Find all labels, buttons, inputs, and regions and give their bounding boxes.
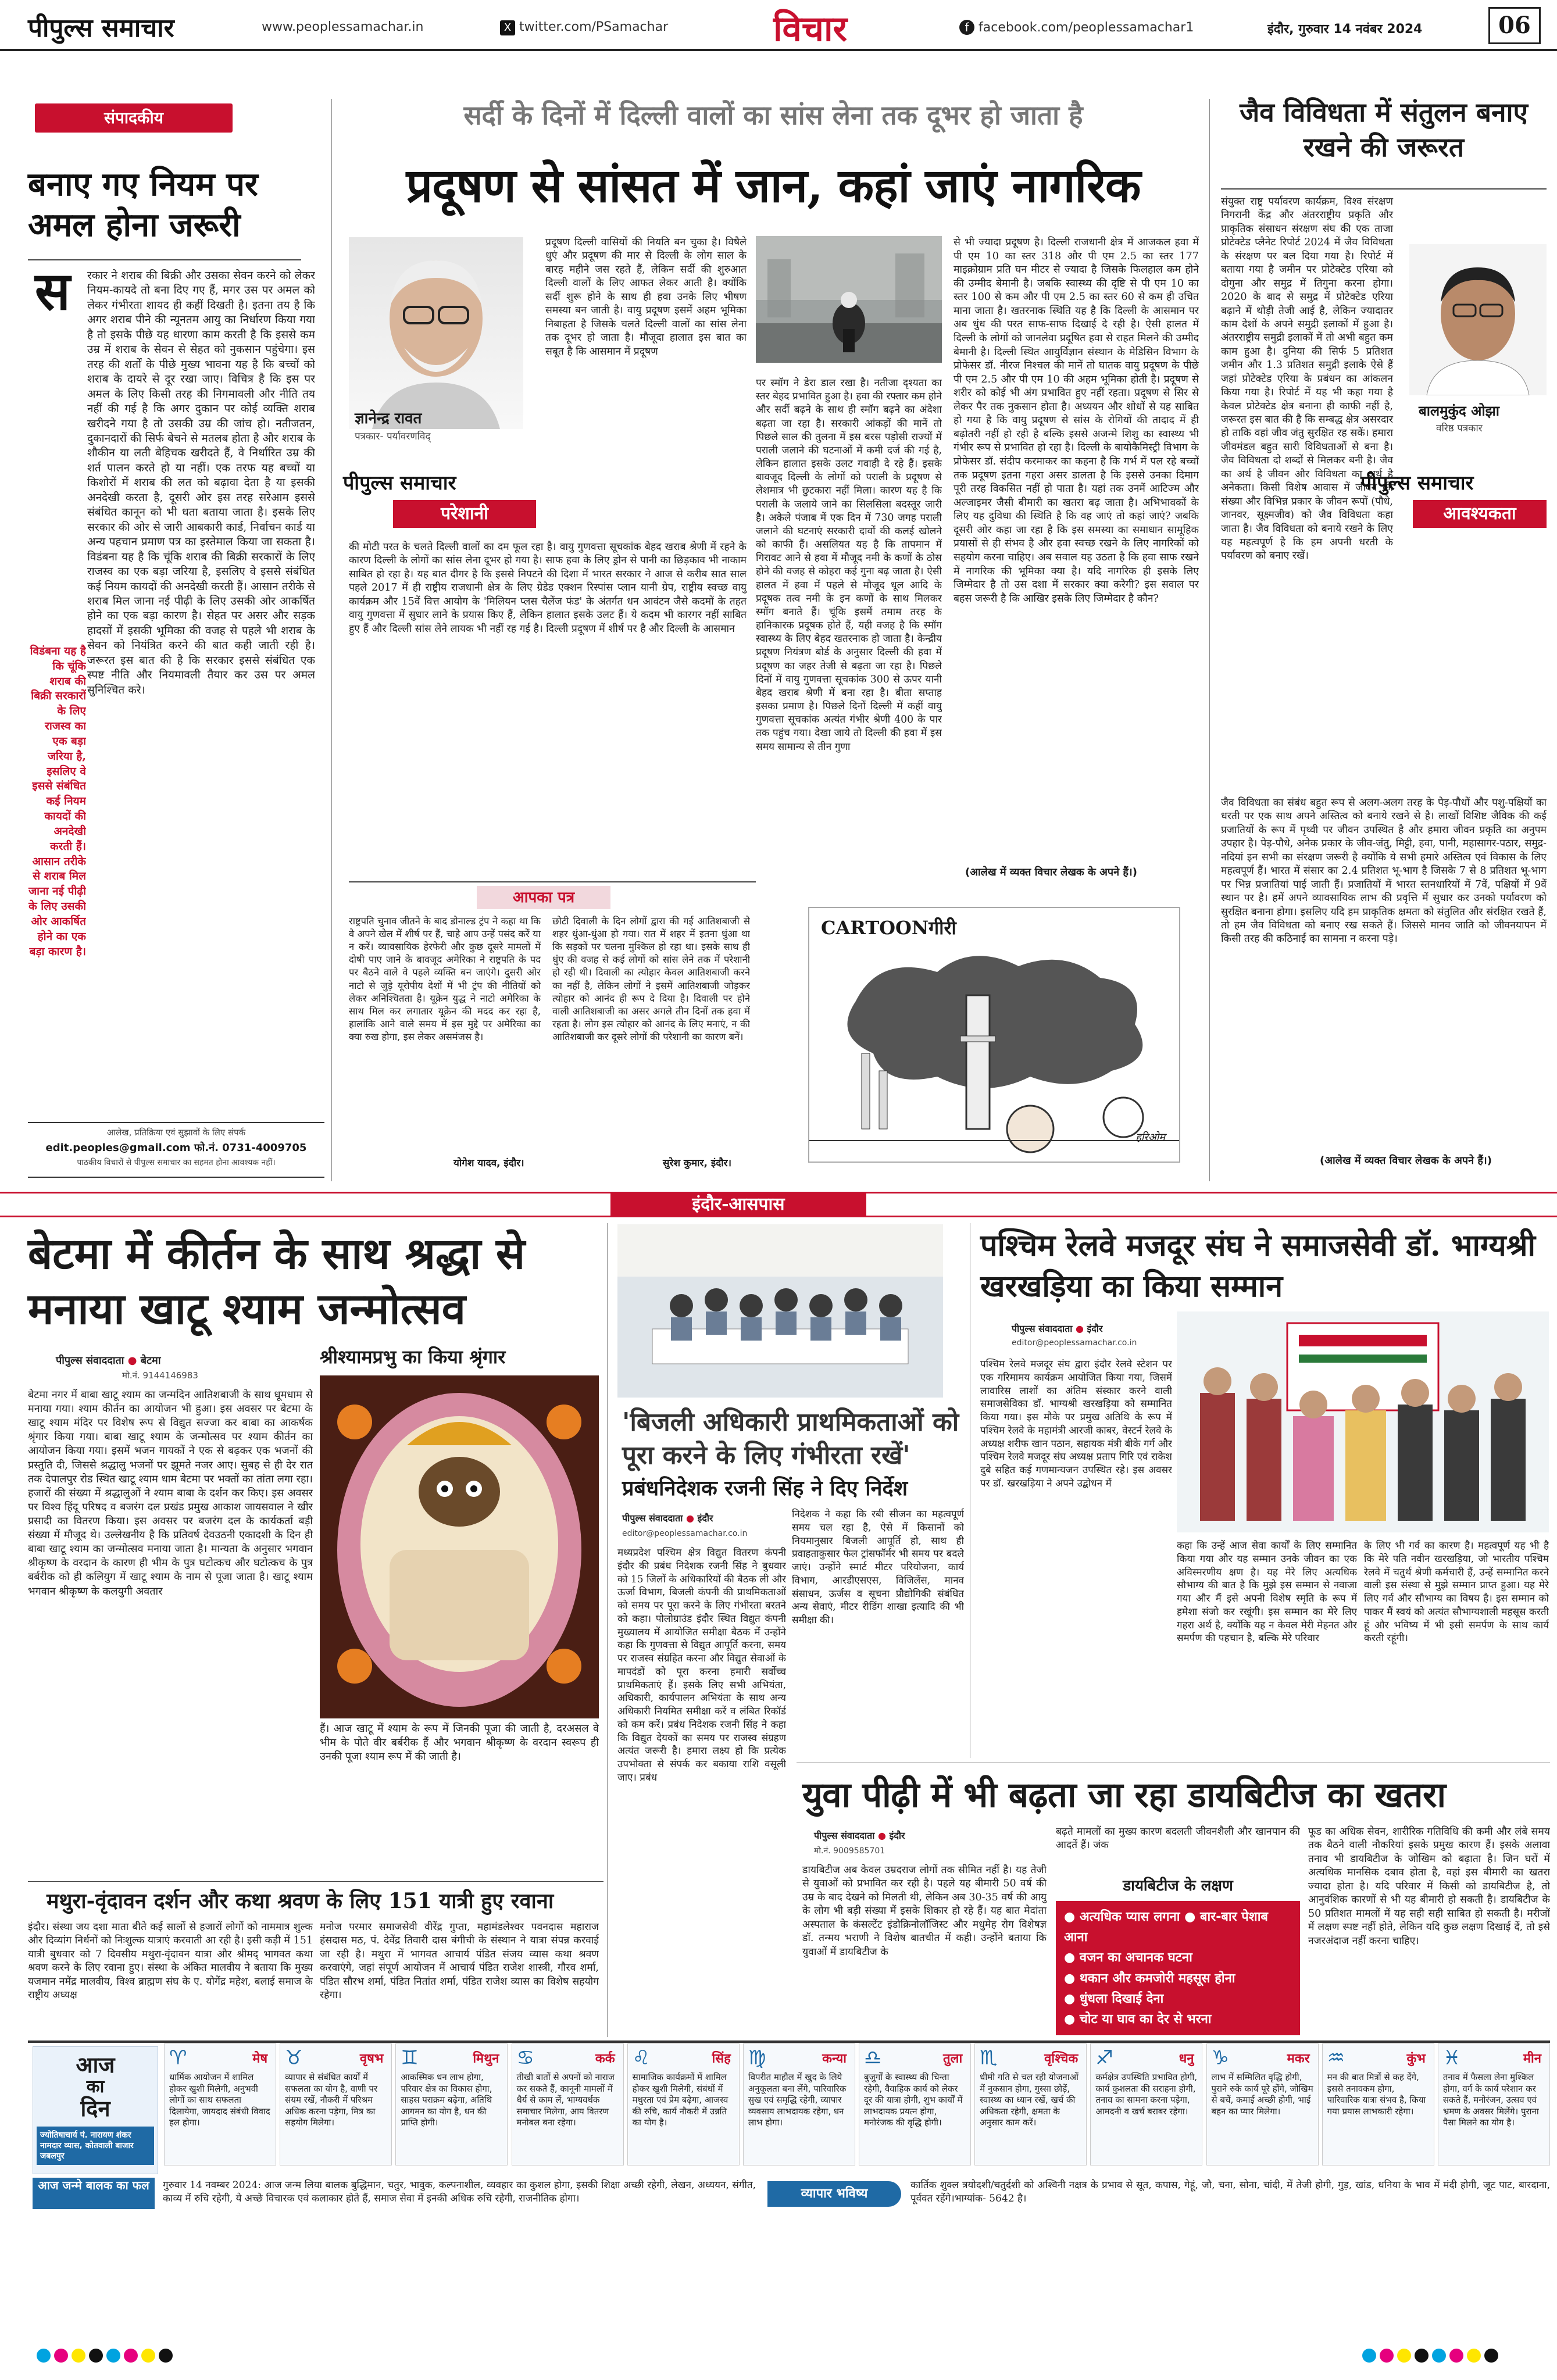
zodiac-symbol-icon: ♊ bbox=[401, 2046, 419, 2070]
divider bbox=[331, 99, 332, 1181]
zodiac-text: धार्मिक आयोजन में शामिल होकर खुशी मिलेगी, अनुभवी लोगों का साथ सफलता दिलायेगा, जायदाद संबंधी विवाद हल होगा। bbox=[169, 2072, 270, 2128]
zodiac-box bbox=[974, 2043, 1087, 2165]
divider bbox=[349, 881, 756, 882]
diabetes-byline bbox=[814, 1829, 905, 1842]
symptom-item: धुंधला दिखाई देना bbox=[1079, 1991, 1164, 2006]
pollution-headline: प्रदूषण से सांसत में जान, कहां जाएं नागरिक bbox=[406, 158, 1141, 213]
aaj-ka-din-box bbox=[33, 2046, 158, 2174]
birthday-text: गुरुवार 14 नवम्बर 2024: आज जन्म लिया बालक बुद्धिमान, चतुर, भावुक, कल्पनाशील, व्यवहार का कुशल होगा, इसकी शिक्षा अच्छी रहेगी, लेखन, अध्ययन, संगीत, काव्य में रुचि रहेगी, ये अच्छे विचारक एवं कलाकार होते हैं, समाज सेवा में इनकी अधिक रुचि रहेगी, राजनीतिक होगा। bbox=[163, 2179, 756, 2204]
zodiac-header bbox=[1207, 2044, 1318, 2070]
railway-byline-name: पीपुल्स संवाददाता bbox=[1012, 1323, 1073, 1334]
birthday-tag: आज जन्मे बालक का फल bbox=[33, 2178, 155, 2209]
twitter-handle: twitter.com/PSamachar bbox=[519, 20, 669, 34]
section-band-label: इंदौर-आसपास bbox=[610, 1193, 866, 1216]
pollution-disclaimer: (आलेख में व्यक्त विचार लेखक के अपने हैं।) bbox=[965, 866, 1137, 878]
zodiac-name: मकर bbox=[1287, 2052, 1310, 2066]
zodiac-text: तनाव में फैसला लेना मुश्किल होगा, वर्ग के कार्य परेशान कर सकते हैं, मनोरंजन, उत्सव एवं भ्रमण के अवसर मिलेंगे। पुराना पैसा मिलने का योग है। bbox=[1442, 2072, 1539, 2128]
cyan-dot-icon bbox=[1432, 2349, 1446, 2363]
zodiac-header bbox=[975, 2044, 1086, 2070]
black-dot-icon bbox=[1415, 2349, 1429, 2363]
pollution-kicker: सर्दी के दिनों में दिल्ली वालों का सांस लेना तक दूभर हो जाता है bbox=[463, 99, 1083, 131]
cartoon-drawing-icon bbox=[809, 908, 1179, 1162]
zodiac-box bbox=[627, 2043, 740, 2165]
divider bbox=[28, 1881, 603, 1882]
market-tag: व्यापार भविष्य bbox=[767, 2181, 901, 2207]
zodiac-name: कर्क bbox=[595, 2052, 615, 2066]
divider bbox=[1209, 99, 1210, 1181]
letter-2-author: सुरेश कुमार, इंदौर। bbox=[663, 1157, 732, 1169]
biodiversity-badge: आवश्यकता bbox=[1413, 500, 1547, 528]
author-name: ज्ञानेन्द्र रावत bbox=[355, 410, 422, 427]
railway-byline bbox=[1012, 1322, 1103, 1335]
zodiac-name: धनु bbox=[1179, 2052, 1194, 2066]
zodiac-header bbox=[1091, 2044, 1202, 2070]
zodiac-symbol-icon: ♐ bbox=[1095, 2046, 1113, 2070]
zodiac-name: तुला bbox=[943, 2052, 963, 2066]
meeting-scene-icon bbox=[617, 1224, 943, 1398]
railway-email[interactable]: editor@peoplessamachar.co.in bbox=[1012, 1338, 1137, 1348]
zodiac-header bbox=[512, 2044, 623, 2070]
cartoon bbox=[808, 907, 1180, 1163]
zodiac-symbol-icon: ♎ bbox=[864, 2046, 882, 2070]
facebook-link[interactable] bbox=[959, 20, 1194, 35]
zodiac-text: सामाजिक कार्यक्रमों में शामिल होकर खुशी मिलेगी, संबंधों में मधुरता एवं प्रेम बढ़ेगा, आजस्व की रुचि, कार्य नौकरी में उन्नति का योग है। bbox=[632, 2072, 728, 2128]
bijli-col2: निदेशक ने कहा कि रबी सीजन का महत्वपूर्ण समय चल रहा है, ऐसे में किसानों को नियमानुसार बिजली आपूर्ति हो, साथ ही प्रवाहताकुसार फेल ट्रांसफॉर्मर भी समय पर बदले जाएं। उन्होंने स्मार्ट मीटर परियोजना, कार्य विभाग, आरडीएसएस, विजिलेंस, मानव संसाधन, ऊर्जस व सूचना प्रौद्योगिकी संबंधित अन्य सेवाएं, मीटर रीडिंग शाखा इत्यादि की भी समीक्षा की। bbox=[792, 1509, 964, 1627]
zodiac-symbol-icon: ♒ bbox=[1327, 2046, 1345, 2070]
zodiac-text: आकस्मिक धन लाभ होगा, परिवार क्षेत्र का विकास होगा, साहस पराक्रम बढ़ेगा, अतिथि आगमन का योग है, धन की प्राप्ति होगी। bbox=[401, 2072, 492, 2128]
mathura-col1: इंदौर। संस्था जय दशा माता बीते कई सालों से हजारों लोगों को नाममात्र शुल्क और दिव्यांग निर्धनों को निःशुल्क यात्राएं करवाती आ रही है। इसी कड़ी में 151 यात्री बुधवार को 7 दिवसीय मथुरा-वृंदावन यात्रा और श्रीमद् भागवत कथा श्रवण करने के लिए रवाना हुए। संस्था के अंकित मालवीय ने बताया कि मुख्य यजमान नमेंद्र मालवीय, विश्व ब्राह्मण संघ के ए. योगेंद्र महेश, बलाई समाज के राष्ट्रीय अध्यक्ष bbox=[28, 1921, 313, 2002]
diabetes-symptoms-box bbox=[1056, 1870, 1300, 2032]
logo bbox=[28, 9, 174, 44]
zodiac-symbol-icon: ♓ bbox=[1442, 2046, 1461, 2070]
zodiac-box bbox=[1206, 2043, 1319, 2165]
symptoms-title: डायबिटीज के लक्षण bbox=[1123, 1877, 1233, 1895]
symptom-item: थकान और कमजोरी महसूस होना bbox=[1079, 1971, 1235, 1986]
symptom-row: ● धुंधला दिखाई देना bbox=[1064, 1991, 1164, 2006]
letter-2: छोटी दिवाली के दिन लोगों द्वारा की गई आतिशबाजी से शहर धुंआ-धुंआ हो गया। रात में शहर में इतना धुंआ था कि सड़कों पर चलना मुश्किल हो रहा था। इसके साथ ही धुंए की वजह से कई लोगों को सांस लेने तक में परेशानी हो रही थी। दिवाली का त्योहार केवल आतिशबाजी करने का नहीं है, लेकिन लोगों ने इसमें आतिशबाजी जोड़कर त्योहार को आनंद ही रूप दे दिया है। दिवाली पर होने वाली आतिशबाजी का असर अगले तीन दिनों तक हवा में रहता है। लोग इस त्योहार को आनंद के लिए मनाएं, न की आतिशबाजी कर दूसरे लोगों की परेशानी का कारण बनें। bbox=[552, 916, 750, 1042]
bijli-col1: मध्यप्रदेश पश्चिम क्षेत्र विद्युत वितरण कंपनी इंदौर की प्रबंध निदेशक रजनी सिंह ने बुधवार को 15 जिलों के अधिकारियों की बैठक ली और ऊर्जा विभाग, बिजली कंपनी की प्राथमिकताओं को समय पर पूरा करने के लिए गंभीरता बरतने को कहा। पोलोग्राउंड इंदौर स्थित विद्युत कंपनी मुख्यालय में आयोजित समीक्षा बैठक में उन्होंने कहा कि गुणवत्ता से विद्युत आपूर्ति करना, समय पर राजस्व संग्रहित करना और विद्युत सेवाओं के मापदंडों को पूरा करना हमारी सर्वोच्च प्राथमिकताएं हैं। इसके लिए सभी अभियंता, अधिकारी, कार्यपालन अभियंता के साथ अन्य अधिकारी नियमित समीक्षा करें व लंबित रिकॉर्ड को कम करें। प्रबंध निदेशक रजनी सिंह ने कहा कि विद्युत देयकों का समय पर राजस्व संग्रहण अत्यंत जरूरी है। हमारा लक्ष्य हो कि प्रत्येक उपभोक्ता से संपर्क कर बकाया राशि वसूली जाए। प्रबंध bbox=[617, 1547, 786, 1784]
railway-col3: के लिए भी गर्व का कारण है। महत्वपूर्ण यह भी है कि मेरे पति नवीन खरखड़िया, जो भारतीय पश्चिम रेलवे में चतुर्थ श्रेणी कर्मचारी हैं, उन्हें सम्मानित करने वाली इस संस्था से मुझे सम्मान प्राप्त हुआ। यह मेरे लिए गर्व और सौभाग्य का विषय है। इस सम्मान को पाकर मैं स्वयं को अत्यंत सौभाग्यशाली महसूस करती हूं और भविष्य में भी इसी समर्पण के साथ कार्य करती रहूंगी। bbox=[1364, 1540, 1549, 1645]
zodiac-box bbox=[1322, 2043, 1434, 2165]
registration-marks-right bbox=[1360, 2349, 1500, 2365]
zodiac-symbol-icon: ♑ bbox=[1211, 2046, 1229, 2070]
cyan-dot-icon bbox=[37, 2349, 51, 2363]
diabetes-col1: डायबिटीज अब केवल उम्रदराज लोगों तक सीमित नहीं है। यह तेजी से युवाओं को प्रभावित कर रही है। पहले यह बीमारी 50 वर्ष की उम्र के बाद देखने को मिलती थी, लेकिन अब 30-35 वर्ष की आयु के लोग भी बड़ी संख्या में इसके शिकार हो रहे हैं। यह बात मेदांता अस्पताल के कंसल्टेंट इंडोक्रिनोलॉजिस्ट और मधुमेह रोग विशेषज्ञ डॉ. तन्मय भराणी ने विशेष बातचीत में कही। उन्होंने बताया कि युवाओं में डायबिटीज के bbox=[802, 1864, 1047, 1958]
twitter-link[interactable] bbox=[500, 20, 668, 35]
zodiac-box bbox=[164, 2043, 276, 2165]
biodiversity-body-1: संयुक्त राष्ट्र पर्यावरण कार्यक्रम, विश्व संरक्षण निगरानी केंद्र और अंतरराष्ट्रीय प्रकृति और प्राकृतिक संसाधन संरक्षण संघ की एक ताजा प्रोटेक्टेड प्लैनेट रिपोर्ट 2024 में जैव विविधता के संरक्षण पर बल दिया गया है। रिपोर्ट में बताया गया है जमीन पर प्रोटेक्टेड एरिया को दोगुना और समुद्र में तिगुना करना होगा। 2020 के बाद से समुद्र में प्रोटेक्टेड एरिया बढ़ाने में थोड़ी तेजी आई है, लेकिन ज्यादातर काम देशों के अपने समुद्री इलाकों में हुआ है। अंतरराष्ट्रीय समुद्री इलाकों में तो अभी बहुत कम काम हुआ है। दुनिया की सिर्फ 5 प्रतिशत जमीन और 1.3 प्रतिशत समुद्री इलाके ऐसे हैं जहां प्रोटेक्टेड एरिया के प्रबंधन का आंकलन किया गया है। रिपोर्ट में यह भी कहा गया है केवल प्रोटेक्टेड क्षेत्र बनाना ही काफी नहीं है, जरूरत इस बात की है कि सम्बद्ध क्षेत्र असरदार हो ताकि वहां जीव जंतु सुरक्षित रह सकें। हमारा जीवमंडल बहुत सारी विविधताओं से बना है। जैव विविधता दो शब्दों से मिलकर बनी है। जैव का अर्थ है जीवन और विविधता का अर्थ है अनेकता। किसी विशेष आवास में जीवन की संख्या और विभिन्न प्रकार के जीवन रूपों (पौधे, जानवर, सूक्ष्मजीव) को जैव विविधता कहा जाता है। जैव विविधता को बनाये रखने के लिए यह महत्वपूर्ण है कि हम अपनी धरती के पर्यावरण को बनाए रखें। bbox=[1221, 196, 1393, 562]
divider bbox=[28, 2040, 1550, 2043]
byline-dot-icon: ● bbox=[877, 1830, 886, 1841]
editorial-pullquote: विडंबना यह है कि चूंकि शराब की बिक्री सरकारों के लिए राजस्व का एक बड़ा जरिया है, इसलिए वे इससे संबंधित कई नियम कायदों की अनदेखी करती हैं। आसान तरीके से शराब मिल जाना नई पीढ़ी के लिए उसकी ओर आकर्षित होने का एक बड़ा कारण है। bbox=[28, 645, 86, 958]
page-number: 06 bbox=[1488, 7, 1541, 44]
author-portrait-icon bbox=[1409, 244, 1547, 395]
zodiac-name: मिथुन bbox=[473, 2052, 499, 2066]
symptom-row: ● अत्यधिक प्यास लगना ● बार-बार पेशाब आना bbox=[1064, 1910, 1268, 1945]
zodiac-name: सिंह bbox=[712, 2052, 731, 2066]
cyan-dot-icon bbox=[106, 2349, 120, 2363]
yellow-dot-icon bbox=[141, 2349, 155, 2363]
bijli-byline-name: पीपुल्स संवाददाता bbox=[622, 1513, 683, 1524]
zodiac-box bbox=[743, 2043, 855, 2165]
pollution-col2: पर स्मॉग ने डेरा डाल रखा है। नतीजा दृश्यता का स्तर बेहद प्रभावित हुआ है। हवा की रफ्तार कम होने और सर्दी बढ़ने के साथ ही स्मॉग बढ़ने का अंदेशा बढ़ता जा रहा है। सरकारी आंकड़ों की मानें तो पिछले साल की तुलना में इस बरस पड़ोसी राज्यों में पराली जलाने की घटनाओं में कमी दर्ज की गई है, लेकिन हालात इसके उलट गवाही दे रहे हैं। इसके बावजूद दिल्ली के लोगों को पराली के प्रदूषण से लेशमात्र भी छुटकारा नहीं मिला। कारण यह है कि पराली के जलाये जाने का सिलसिला बदस्तूर जारी है। अकेले पंजाब में एक दिन में 730 जगह पराली जलाने की घटनाएं सरकारी दावों की कलई खोलने को काफी हैं। असलियत यह है कि तापमान में गिरावट आने से हवा में मौजूद नमी के कणों के ठोस होने की वजह से कोहरा कई गुना बढ़ जाता है। ऐसी हालत में हवा में पहले से मौजूद धूल आदि के प्रदूषक तत्व नमी के इन कणों के साथ मिलकर स्मॉग बनाते हैं। चूंकि इसमें तमाम तरह के हानिकारक प्रदूषक होते हैं, यही वजह है कि स्मॉग स्वास्थ्य के लिए बेहद खतरनाक हो जाता है। केन्द्रीय प्रदूषण नियंत्रण बोर्ड के अनुसार दिल्ली की हवा में प्रदूषण का जहर तेजी से बढ़ता जा रहा है। पिछले दिनों में वायु गुणवत्ता सूचकांक 300 से ऊपर यानी बेहद खराब श्रेणी में बना रहा है। बीता सप्ताह इसका प्रमाण है। पिछले दिनों दिल्ली में कहीं वायु गुणवत्ता सूचकांक अत्यंत गंभीर श्रेणी 400 के पार तक पहुंच गया। देखा जाये तो दिल्ली की हवा में इस समय सामान्य से तीन गुणा bbox=[756, 377, 942, 753]
black-dot-icon bbox=[1484, 2349, 1498, 2363]
symptom-row: ● चोट या घाव का देर से भरना bbox=[1064, 2011, 1212, 2027]
meeting-photo bbox=[617, 1224, 943, 1398]
zodiac-name: मेष bbox=[252, 2052, 268, 2066]
biodiversity-author-name: बालमुकुंद ओझा bbox=[1419, 402, 1499, 419]
railway-headline: पश्चिम रेलवे मजदूर संघ ने समाजसेवी डॉ. भाग्यश्री खरखड़िया का किया सम्मान bbox=[980, 1228, 1535, 1304]
letter-1: राष्ट्रपति चुनाव जीतने के बाद डोनाल्ड ट्रंप ने कहा था कि वे अपने खेल में शीर्ष पर हैं, चाहे आप उन्हें पसंद करें या न करें। व्यावसायिक हेरफेरी और कुछ दूसरे मामलों में दोषी पाए जाने के बावजूद अमेरिका ने राष्ट्रपति के पद पर बैठने वाले वे पहले व्यक्ति बन जाएंगे। दुसरी ओर नाटो से जुड़े यूरोपीय देशों में भी ट्रंप की नीतियों को लेकर अनिश्चितता है। यूक्रेन युद्ध ने नाटो अमेरिका के साथ मिल कर लगातार यूक्रेन की मदद कर रहा है, हालांकि आने वाले समय में इस मुद्दे पर अमेरिका का क्या रुख होगा, इस लेकर असमंजस है। bbox=[349, 916, 541, 1042]
zodiac-header bbox=[1438, 2044, 1549, 2070]
diabetes-place: इंदौर bbox=[889, 1830, 905, 1841]
zodiac-header bbox=[628, 2044, 739, 2070]
divider bbox=[607, 1223, 608, 2037]
byline-dot-icon: ● bbox=[127, 1355, 137, 1367]
railway-place: इंदौर bbox=[1087, 1323, 1103, 1334]
zodiac-text: धीमी गति से चल रही योजनाओं में नुकसान होगा, गुस्सा छोड़ें, स्वास्थ्य का ध्यान रखें, खर्च की अधिकता रहेगी, क्षमता के अनुसार काम करें। bbox=[980, 2072, 1079, 2128]
magenta-dot-icon bbox=[54, 2349, 68, 2363]
zodiac-text: व्यापार से संबंधित कार्यों में सफलता का योग है, वाणी पर संयम रखें, नौकरी में परिश्रम अधिक करना पड़ेगा, मित्र का सहयोग मिलेगा। bbox=[285, 2072, 378, 2128]
yellow-dot-icon bbox=[1397, 2349, 1411, 2363]
author-portrait-icon bbox=[349, 237, 523, 429]
author-role: पत्रकार- पर्यावरणविद् bbox=[355, 431, 431, 442]
khatu-photo bbox=[320, 1375, 599, 1718]
brand-logo: पीपुल्स समाचार bbox=[343, 471, 456, 495]
din-label: दिन bbox=[80, 2095, 110, 2121]
zodiac-box bbox=[395, 2043, 508, 2165]
biodiversity-author-role: वरिष्ठ पत्रकार bbox=[1436, 423, 1483, 434]
author-photo bbox=[349, 237, 523, 429]
bijli-subheadline: प्रबंधनिदेशक रजनी सिंह ने दिए निर्देश bbox=[622, 1476, 908, 1500]
pollution-badge: परेशानी bbox=[393, 500, 536, 528]
diabetes-contact: मो.नं. 9009585701 bbox=[814, 1846, 885, 1856]
pollution-col3: से भी ज्यादा प्रदूषण है। दिल्ली राजधानी क्षेत्र में आजकल हवा में पी एम 10 का स्तर 318 और पी एम 2.5 का स्तर 177 माइक्रोग्राम प्रति घन मीटर से ज्यादा है जिसके फिलहाल कम होने की उम्मीद बेमानी है। जबकि स्वास्थ्य की दृष्टि से पी एम 10 का स्तर 100 से कम और पी एम 2.5 का स्तर 60 से कम ही उचित माना जाता है। खतरनाक स्थिति यह है कि दिल्ली के आसमान पर अब धुंध की परत साफ-साफ दिखाई दे रही है। ऐसी हालत में दिल्ली के लोगों को जानलेवा प्रदूषित हवा से राहत मिलने की उम्मीद बेमानी है। दिल्ली स्थित आयुर्विज्ञान संस्थान के मेडिसिन विभाग के प्रोफेसर डॉ. नीरज निश्चल की मानें तो घातक वायु प्रदूषण के पीछे पी एम 2.5 और पी एम 10 की अहम भूमिका होती है। प्रदूषण से शरीर को कोई भी अंग प्रभावित हुए नहीं रहता। प्रदूषण से सिर से लेकर पैर तक नुकसान होता है। अध्ययन और शोधों से यह साबित हो गया है कि वायु प्रदूषण से सांस के रोगियों की तादाद में ही बढ़ोतरी नहीं हो रही है बल्कि इससे अजन्मे शिशु का स्वास्थ्य भी गंभीर रूप से प्रभावित हो रहा है। दिल्ली के बायोकैमिस्ट्री विभाग के प्रोफेसर डॉ. संदीप करमाकर का कहना है कि गर्भ में पल रहे बच्चों तक प्रदूषण इतना गहरा असर डालता है कि इससे उनका दिमाग पूरी तरह विकसित नहीं हो पाता है। यहां तक उनमें आटिज्म और अल्जाइमर जैसी बीमारी का खतरा बढ़ जाता है। अभिभावकों के लिए यह दुविधा की स्थिति है कि वह जाएं तो कहां जाएं? जबकि दूसरी ओर कहा जा रहा है कि इस समस्या का समाधान सामूहिक प्रयासों से ही संभव है और हवा स्वच्छ रखने के लिए नागरिकों को सहयोग करना चाहिए। अब सवाल यह उठता है कि हवा साफ रखने में नागरिक की भूमिका क्या है। यदि नागरिक ही इसके लिए जिम्मेदार है तो उस दशा में सरकार क्या करेगी? इस सवाल पर बहस जरूरी है कि आखिर इसके लिए जिम्मेदार है कौन? bbox=[954, 237, 1199, 605]
khatu-body-2: हैं। आज खाटू में श्याम के रूप में जिनकी पूजा की जाती है, दरअसल वे भीम के पोते वीर बर्बरीक हैं और भगवान श्रीकृष्ण के वरदान स्वरूप ही उनकी पूजा श्याम रूप में की जाती है। bbox=[320, 1723, 599, 1763]
diabetes-col2: बढ़ते मामलों का मुख्य कारण बदलती जीवनशैली और खानपान की आदतें हैं। जंक bbox=[1056, 1826, 1300, 1852]
khatu-body: बेटमा नगर में बाबा खाटू श्याम का जन्मदिन आतिशबाजी के साथ धूमधाम से मनाया गया। श्याम कीर्तन का आयोजन भी हुआ। इस अवसर पर बेटमा के खाटू श्याम मंदिर पर विशेष रूप से विद्युत सज्जा कर बाबा का आकर्षक श्रृंगार किया गया। बाबा खाटू श्याम के जन्मोत्सव पर श्याम कीर्तन का आयोजन किया गया। इसमें भजन गायकों ने एक से बढ़कर एक भजनों की प्रस्तुति दी, जिससे श्रद्धालु भजनों पर झूमते नजर आए। सुबह से ही देर रात तक देपालपुर रोड स्थित खाटू श्याम धाम बेटमा पर भक्तों का तांता लगा रहा। हजारों की संख्या में श्रद्धालुओं ने श्याम बाबा के दर्शन कर किए। इस अवसर पर विश्व हिंदू परिषद व बजरंग दल प्रखंड प्रमुख आकाश जायसवाल ने खीर प्रसादी का वितरण किया। इस अवसर पर बजरंग दल के कार्यकर्ता बड़ी संख्या में मौजूद थे। उल्लेखनीय है कि प्रतिवर्ष देवउठनी एकादशी के दिन ही बाबा खाटू श्याम का जन्मोत्सव मनाया जाता है। मान्यता के अनुसार भगवान श्रीकृष्ण के वरदान के कारण ही भीम के पुत्र घटोत्कच और घटोत्कच के पुत्र बर्बरीक को ही कलियुग में खाटू श्याम के नाम से पूजा जाता है। खाटू श्याम भगवान श्रीकृष्ण के कलयुगी अवतार bbox=[28, 1389, 313, 1598]
zodiac-name: मीन bbox=[1523, 2052, 1541, 2066]
khatu-place: बेटमा bbox=[140, 1355, 161, 1367]
byline-dot-icon: ● bbox=[1075, 1323, 1084, 1334]
black-dot-icon bbox=[89, 2349, 103, 2363]
khatu-byline bbox=[56, 1353, 160, 1367]
section-title: विचार bbox=[773, 9, 848, 49]
zodiac-symbol-icon: ♍ bbox=[748, 2046, 766, 2070]
cartoon-title: CARTOONगीरी bbox=[821, 917, 956, 939]
zodiac-symbol-icon: ♋ bbox=[516, 2046, 534, 2070]
khatu-contact: मो.नं. 9144146983 bbox=[122, 1370, 198, 1381]
symptom-item: चोट या घाव का देर से भरना bbox=[1079, 2011, 1212, 2027]
railway-col1: पश्चिम रेलवे मजदूर संघ द्वारा इंदौर रेलवे स्टेशन पर एक गरिमामय कार्यक्रम आयोजित किया गया, जिसमें लावारिस लाशों का अंतिम संस्कार करने वाली समाजसेविका डॉ. भाग्यश्री खरखड़िया को सम्मानित किया गया। इस मौके पर प्रमुख अतिथि के रूप में पश्चिम रेलवे के महामंत्री आरजी काबर, वेस्टर्न रेलवे के अध्यक्ष शरीफ खान पठान, सहायक मंत्री बीके गर्ग और पश्चिम रेलवे मजदूर संघ अध्यक्ष प्रताप गिरि एवं राकेश दुबे सहित कई गणमान्यजन उपस्थित रहे। इस अवसर पर डॉ. खरखड़िया ने अपने उद्बोधन में bbox=[980, 1359, 1172, 1489]
website-link[interactable]: www.peoplessamachar.in bbox=[262, 20, 424, 34]
black-dot-icon bbox=[159, 2349, 173, 2363]
letters-tag: आपका पत्र bbox=[477, 886, 610, 909]
zodiac-symbol-icon: ♏ bbox=[980, 2046, 998, 2070]
masthead bbox=[0, 0, 1557, 51]
letter-1-author: योगेश यादव, इंदौर। bbox=[453, 1157, 524, 1169]
magenta-dot-icon bbox=[124, 2349, 138, 2363]
ka-label: का bbox=[86, 2076, 105, 2097]
zodiac-name: कन्या bbox=[822, 2052, 847, 2066]
symptom-item: वजन का अचानक घटना bbox=[1079, 1950, 1192, 1966]
contact-line: आलेख, प्रतिक्रिया एवं सुझावों के लिए संपर्क bbox=[106, 1127, 246, 1138]
diabetes-headline: युवा पीढ़ी में भी बढ़ता जा रहा डायबिटीज का खतरा bbox=[802, 1775, 1446, 1816]
zodiac-text: कर्मक्षेत्र उपस्थिति प्रभावित होगी, कार्य कुशलता की सराहना होगी, तनाव का सामना करना पड़ेगा, आमदनी व खर्च बराबर रहेगा। bbox=[1095, 2072, 1198, 2117]
symptom-row: ● वजन का अचानक घटना bbox=[1064, 1950, 1192, 1966]
facebook-handle: facebook.com/peoplessamachar1 bbox=[979, 20, 1194, 35]
contact-note: पाठकीय विचारों से पीपुल्स समाचार का सहमत होना आवश्यक नहीं। bbox=[77, 1158, 276, 1167]
zodiac-box bbox=[1090, 2043, 1202, 2165]
zodiac-text: मन की बात मित्रों से कह देंगे, इससे तनावकम होगा, पारिवारिक यात्रा संभव है, किया गया प्रयास लाभकारी रहेगा। bbox=[1327, 2072, 1426, 2117]
logo-text: पीपुल्स समाचार bbox=[28, 13, 174, 43]
diabetes-byline-name: पीपुल्स संवाददाता bbox=[814, 1830, 875, 1841]
shrine-decoration-icon bbox=[320, 1375, 599, 1718]
contact-email[interactable]: edit.peoples@gmail.com फो.नं. 0731-4009705 bbox=[45, 1142, 307, 1154]
zodiac-header bbox=[744, 2044, 855, 2070]
symptoms-list bbox=[1056, 1901, 1300, 2035]
biodiversity-author-photo bbox=[1409, 244, 1547, 395]
section-band bbox=[0, 1192, 1557, 1217]
biodiversity-body-2: जैव विविधता का संबंध बहुत रूप से अलग-अलग तरह के पेड़-पौधों और पशु-पक्षियों का धरती पर एक साथ अपने अस्तित्व को बनाये रखने से है। लाखों विशिष्ट जैविक की कई प्रजातियों के रूप में पृथ्वी पर जीवन उपस्थित है और हमारा जीवन प्रकृति का अनुपम उपहार है। पेड़-पौधे, अनेक प्रकार के जीव-जंतु, मिट्टी, हवा, पानी, महासागर-पठार, समुद्र-नदियां इन सभी का संरक्षण जरूरी है क्योंकि ये सभी हमारे अस्तित्व एवं विकास के लिए महत्वपूर्ण हैं। भारत में संसार का 2.4 प्रतिशत भू-भाग है जिसके 7 से 8 प्रतिशत भू-भाग पर भिन्न प्रजातियां पाई जाती हैं। प्रजातियों में भारत स्तनधारियों में 7वें, पक्षियों में 9वें स्थान पर है। हमें अपने व्यावसायिक लाभ की प्रवृत्ति में सुधार कर उनको पर्यावरण को सुरक्षित बनाना होगा। इसलिए यदि हम प्राकृतिक क्षमता को संतुलित और संरक्षित रखते हैं, तो हम जैव विविधता को बनाए रख सकते हैं। जिससे मानव जाति को जीवनयापन में किसी तरह की कठिनाई का सामना न करना पड़े। bbox=[1221, 797, 1547, 945]
zodiac-symbol-icon: ♉ bbox=[285, 2046, 303, 2070]
zodiac-box bbox=[280, 2043, 392, 2165]
contact-box bbox=[28, 1122, 324, 1178]
divider bbox=[1221, 188, 1547, 190]
dateline: इंदौर, गुरुवार 14 नवंबर 2024 bbox=[1267, 22, 1423, 37]
zodiac-symbol-icon: ♈ bbox=[169, 2046, 187, 2070]
zodiac-text: लाभ में सम्मिलित वृद्धि होगी, पुराने रुके कार्य पूरे होंगे, जोखिम से बचें, कमाई अच्छी होगी, भाई बहन का प्यार मिलेगा। bbox=[1211, 2072, 1313, 2117]
facebook-icon: f bbox=[959, 20, 974, 35]
astrologer: ज्योतिषाचार्य पं. नारायण शंकर नामदार व्यास, कोतवाली बाजार जबलपुर bbox=[37, 2127, 154, 2165]
khatu-byline-name: पीपुल्स संवाददाता bbox=[56, 1355, 124, 1367]
brand-logo: पीपुल्स समाचार bbox=[1360, 471, 1474, 495]
cyan-dot-icon bbox=[1362, 2349, 1376, 2363]
editorial-tag: संपादकीय bbox=[35, 103, 233, 133]
zodiac-header bbox=[165, 2044, 276, 2070]
editorial-body: रकार ने शराब की बिक्री और उसका सेवन करने को लेकर नियम-कायदे तो बना दिए गए हैं, मगर उस पर अमल को लेकर गंभीरता शायद ही कहीं दिखती है। इतना तय है कि अगर शराब पीने की न्यूनतम आयु का निर्धारण किया गया है तो इसके पीछे यह धारणा काम करती है कि इससे कम उम्र में शराब के सेवन से सेहत को नुकसान पहुंचेगा। इस तरह की शर्तों के पीछे मुख्य भावना यह है कि बच्चों को शराब के दायरे से दूर रखा जाए। विचित्र है कि इस पर अमल के लिए किसी तरह की निगमावली और नीति तय नहीं की गई है कि अगर दुकान पर कोई व्यक्ति शराब खरीदने गया है तो उसकी उम्र की जांच हो। नतीजतन, दुकानदारों की सिर्फ बेचने से मतलब होता है और शराब के शौकीन या लती बेहिचक खरीदते हैं, वे निर्धारित उम्र की शर्त पालन करते हो या नहीं। एक तरफ यह बच्चों या किशोरों में शराब की लत को बढ़ावा देता है या इसकी अनदेखी करता है, दूसरी ओर इस तरह सरेआम इससे संबंधित कानून को भी धता बताया जाता है। इसके लिए सरकार की ओर से जारी आबकारी कार्ड, निर्वाचन कार्ड या अन्य पहचान प्रमाण पत्र का इस्तेमाल किया जा सकता है। विडंबना यह है कि चूंकि शराब की बिक्री सरकारों के लिए राजस्व का एक बड़ा जरिया है, इसलिए वे इससे संबंधित कई नियम कायदों की अनदेखी करती हैं। आसान तरीके से शराब मिल जाना नई पीढ़ी के लिए उसकी ओर आकर्षित होने का एक बड़ा कारण है। सेहत पर असर और सड़क हादसों में इसकी भूमिका की वजह से पहले भी शराब के सेवन को नियंत्रित करने की बात कही जाती रही है। जरूरत इस बात की है कि सरकार इससे संबंधित एक स्पष्ट नीति और नियमावली तैयार कर उस पर अमल सुनिश्चित करे। bbox=[87, 269, 315, 696]
aaj-label: आज bbox=[76, 2052, 115, 2078]
registration-marks-left bbox=[35, 2349, 174, 2365]
zodiac-name: वृषभ bbox=[359, 2052, 384, 2066]
magenta-dot-icon bbox=[1380, 2349, 1394, 2363]
smog-photo bbox=[756, 236, 942, 363]
zodiac-header bbox=[1323, 2044, 1434, 2070]
zodiac-name: कुंभ bbox=[1406, 2052, 1426, 2066]
khatu-headline: बेटमा में कीर्तन के साथ श्रद्धा से मनाया खाटू श्याम जन्मोत्सव bbox=[28, 1229, 526, 1334]
diabetes-col3: फूड का अधिक सेवन, शारीरिक गतिविधि की कमी और लंबे समय तक बैठने वाली नौकरियां इसके प्रमुख कारण हैं। इसके अलावा तनाव भी डायबिटीज के जोखिम को बढ़ाता है। जिन घरों में अत्यधिक मानसिक दबाव होता है, वहां इस बीमारी का खतरा ज्यादा होता है। यदि परिवार में किसी को डायबिटीज है, तो आनुवंशिक कारणों से भी यह बीमारी हो सकती है। डायबिटीज के 50 प्रतिशत मामलों में यह सही सही साबित हो सकती है। मरीजों में लक्षण स्पष्ट नहीं होते, लेकिन यदि कुछ लक्षण दिखाई दें, तो इसे नजरअंदाज नहीं करना चाहिए। bbox=[1308, 1826, 1550, 1947]
magenta-dot-icon bbox=[1449, 2349, 1463, 2363]
zodiac-box bbox=[1438, 2043, 1550, 2165]
smog-scene-icon bbox=[756, 236, 942, 363]
zodiac-text: विपरीत माहौल में खुद के लिये अनुकूलता बना लेंगे, पारिवारिक सुख एवं समृद्धि रहेगी, व्यापार व्यवसाय लाभदायक रहेगा, धन लाभ होगा। bbox=[748, 2072, 847, 2128]
zodiac-text: बुजुर्गों के स्वास्थ्य की चिन्ता रहेगी, वैवाहिक कार्य को लेकर दूर की यात्रा होगी, शुभ कार्यों में लाभदायक प्रयत्न होगा, मनोरंजक की वृद्धि होगी। bbox=[864, 2072, 963, 2128]
pollution-col1: की मोटी परत के चलते दिल्ली वालों का दम फूल रहा है। वायु गुणवत्ता सूचकांक बेहद खराब श्रेणी में रहने के कारण दिल्ली के लोगों का सांस लेना दूभर हो गया है। साफ हवा के लिए ड्रोन से पानी का छिड़काव भी नाकाम साबित हो रहा है। यह बात दीगर है कि इससे निपटने की दिशा में भारत सरकार ने आज से करीब सात साल पहले 2017 में ही राष्ट्रीय राजधानी क्षेत्र के लिए ग्रेडेड एक्शन रिस्पांस प्लान यानी ग्रेप, राष्ट्रीय स्वच्छ वायु कार्यक्रम और 15वें वित्त आयोग के 'मिलियन प्लस चैलेंज फंड' के अंतर्गत धन आवंटन जैसे कदमों के तहत वायु गुणवत्ता में सुधार लाने के प्रयास किए हैं, लेकिन हालात इसके उलट हैं। ये कदम भी कारगर नहीं साबित हुए हैं और दिल्ली सांस लेने लायक भी नहीं रह गई है। दिल्ली प्रदूषण में शीर्ष पर है और दिल्ली के आसमान bbox=[349, 541, 747, 635]
zodiac-text: तीखी बातों से अपनों को नाराज कर सकते हैं, कानूनी मामलों में धैर्य से काम लें, भाग्यवर्धक समाचार मिलेगा, आय वितरण मनोबल बना रहेगा। bbox=[516, 2072, 615, 2128]
bijli-headline: 'बिजली अधिकारी प्राथमिकताओं को पूरा करने के लिए गंभीरता रखें' bbox=[622, 1407, 959, 1471]
dropcap: स bbox=[35, 260, 70, 322]
bijli-place: इंदौर bbox=[697, 1513, 713, 1524]
mathura-headline: मथुरा-वृंदावन दर्शन और कथा श्रवण के लिए 151 यात्री हुए रवाना bbox=[47, 1889, 554, 1913]
zodiac-header bbox=[396, 2044, 507, 2070]
railway-photo bbox=[1177, 1311, 1549, 1532]
zodiac-box bbox=[859, 2043, 971, 2165]
bijli-email[interactable]: editor@peoplessamachar.co.in bbox=[622, 1529, 748, 1538]
khatu-photo-title: श्रीश्यामप्रभु का किया श्रृंगार bbox=[320, 1346, 506, 1368]
yellow-dot-icon bbox=[1467, 2349, 1481, 2363]
zodiac-name: वृश्चिक bbox=[1044, 2052, 1079, 2066]
pollution-col1-top: प्रदूषण दिल्ली वासियों की नियति बन चुका है। विषैले धुएं और प्रदूषण की मार से दिल्ली के लोग साल के बारह महीने जस रहते हैं, लेकिन सर्दी की शुरुआत दिल्ली वालों के लिए आफत लेकर आती है। क्योंकि सर्दी शुरू होने के साथ ही हवा उनके लिए भीषण समस्या बन जाती है। वायु प्रदूषण इसमें अहम भूमिका निबाहता है जिसके चलते दिल्ली वालों का सांस लेना तक दूभर हो जाता है। मौजूदा हालात इस बात का सबूत है कि आसमान में प्रदूषण bbox=[545, 237, 747, 358]
zodiac-symbol-icon: ♌ bbox=[632, 2046, 651, 2070]
market-text: कार्तिक शुक्ल त्रयोदशी/चतुर्दशी को अश्विनी नक्षत्र के प्रभाव से सूत, कपास, गेहूं, जौ, चना, सोना, चांदी, में तेजी होगी, गुड़, खांड, धनिया के भाव में मंदी होगी, जूट पाट, बारदाना, पूर्ववत रहेंगे।भाग्यांक- 5642 है। bbox=[910, 2179, 1550, 2204]
biodiversity-disclaimer: (आलेख में व्यक्त विचार लेखक के अपने हैं।) bbox=[1320, 1155, 1492, 1167]
symptom-row: ● थकान और कमजोरी महसूस होना bbox=[1064, 1971, 1235, 1986]
cartoon-signature: हरिओम bbox=[1135, 1131, 1165, 1143]
mathura-col2: मनोज परमार समाजसेवी वीरेंद्र गुप्ता, महामंडलेश्वर पवनदास महाराज हंसदास मठ, पं. देवेंद्र तिवारी दास बंगीची के संस्थान ने यात्रा संपन्न करवाई जा रही है। मथुरा में भागवत आचार्य पंडित संजय व्यास कथा श्रवण करवाएंगे, जहां संपूर्ण आयोजन में आचार्य पंडित राजेश शास्त्री, गौरव शर्मा, पंडित सौरभ शर्मा, पंडित नितांत शर्मा, पंडित राजेश व्यास का विशेष सहयोग रहेगा। bbox=[320, 1921, 599, 2002]
felicitation-scene-icon bbox=[1177, 1311, 1549, 1532]
biodiversity-title: जैव विविधता में संतुलन बनाए रखने की जरूरत bbox=[1240, 97, 1528, 163]
symptom-item: अत्यधिक प्यास लगना bbox=[1079, 1910, 1180, 1924]
railway-col2: कहा कि उन्हें आज सेवा कार्यों के लिए सम्मानित किया गया और यह सम्मान उनके जीवन का एक अविस्मरणीय क्षण है। यह मेरे लिए अत्यधिक सौभाग्य की बात है कि मुझे इस सम्मान से नवाजा गया और मैं इसे अपनी विशेष स्मृति के रूप में हमेशा संजो कर रखूंगी। इस सम्मान का मेरे लिए गहरा अर्थ है, क्योंकि यह न केवल मेरी मेहनत और समर्पण की पहचान है, बल्कि मेरे परिवार bbox=[1177, 1540, 1357, 1645]
bijli-byline bbox=[622, 1511, 713, 1524]
editorial-title: बनाए गए नियम पर अमल होना जरूरी bbox=[28, 165, 258, 244]
symptom-item: बार-बार पेशाब आना bbox=[1064, 1910, 1268, 1945]
twitter-icon: X bbox=[500, 20, 515, 35]
byline-dot-icon: ● bbox=[685, 1513, 694, 1524]
zodiac-header bbox=[280, 2044, 391, 2070]
yellow-dot-icon bbox=[72, 2349, 85, 2363]
zodiac-header bbox=[859, 2044, 970, 2070]
zodiac-box bbox=[512, 2043, 624, 2165]
